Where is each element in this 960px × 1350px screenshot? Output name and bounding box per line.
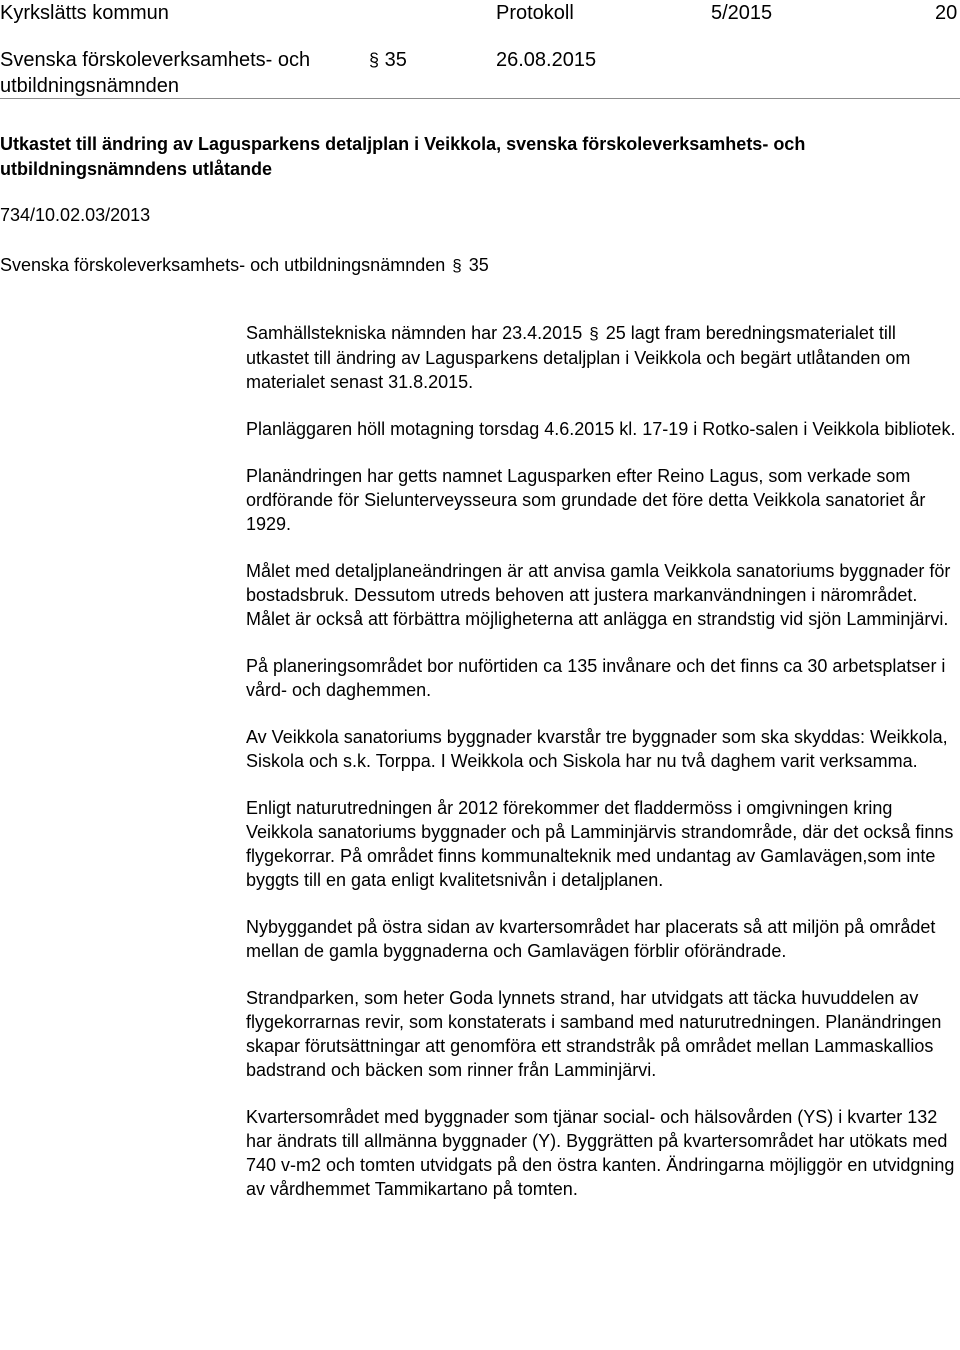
body-section-line <box>0 253 489 278</box>
document-type: Protokoll <box>496 2 574 24</box>
section-symbol: § <box>589 324 599 343</box>
meeting-date: 26.08.2015 <box>496 49 597 71</box>
paragraph: Strandparken, som heter Goda lynnets strand, har utvidgats att täcka huvuddelen av flygekorrarnas revir, som konstaterats i samband med naturutredningen. Planändringen skapar förutsättningar att genomföra ett strandstråk på området mellan Lammaskallios badstrand och bäcken som rinner från Lamminjärvi. <box>246 988 942 1080</box>
document-title: Utkastet till ändring av Lagusparkens detaljplan i Veikkola, svenska förskoleverksamhets- och utbildningsnämndens utlåtande <box>0 134 806 179</box>
page-number: 20 <box>935 2 958 24</box>
body-name-line2: utbildningsnämnden <box>0 75 180 97</box>
paragraph: Kvartersområdet med byggnader som tjänar social- och hälsovården (YS) i kvarter 132 har ändrats till allmänna byggnader (Y). Byggrätten på kvartersområdet har utökats med 740 v-m2 och tomten utvidgats på den östra kanten. Ändringarna möjliggör en utvidgning av vårdhemmet Tammikartano på tomten. <box>246 1107 955 1199</box>
section-symbol: § <box>369 50 380 70</box>
paragraph: På planeringsområdet bor nuförtiden ca 135 invånare och det finns ca 30 arbetsplatser i vård- och daghemmen. <box>246 656 946 700</box>
section-number: 35 <box>384 49 407 71</box>
paragraph: Nybyggandet på östra sidan av kvartersområdet har placerats så att miljön på området mellan de gamla byggnaderna och Gamlavägen förblir oförändrade. <box>246 917 936 961</box>
paragraph: Målet med detaljplaneändringen är att anvisa gamla Veikkola sanatoriums byggnader för bostadsbruk. Dessutom utreds behoven att justera markanvändningen i närområdet. Målet är också att förbättra möjligheterna att anlägga en strandstig vid sjön Lamminjärvi. <box>246 561 951 629</box>
section-reference <box>369 47 407 73</box>
paragraph: Planläggaren höll motagning torsdag 4.6.2015 kl. 17-19 i Rotko-salen i Veikkola bibliotek. <box>246 419 956 439</box>
paragraph: Enligt naturutredningen år 2012 förekommer det fladdermöss i omgivningen kring Veikkola sanatoriums byggnader och på Lamminjärvis strandområde, där det också finns flygekorrar. På området finns kommunalteknik med undantag av Gamlavägen,som inte byggts till en gata enligt kvalitetsnivån i detaljplanen. <box>246 798 954 890</box>
body-name: Svenska förskoleverksamhets- och utbildningsnämnden <box>0 255 446 275</box>
header-divider <box>0 98 960 99</box>
section-symbol: § <box>452 256 462 275</box>
paragraph: Av Veikkola sanatoriums byggnader kvarstår tre byggnader som ska skyddas: Weikkola, Siskola och s.k. Torppa. I Weikkola och Siskola har nu två daghem varit verksamma. <box>246 727 948 771</box>
body-name-line1: Svenska förskoleverksamhets- och <box>0 49 311 71</box>
protocol-number: 5/2015 <box>711 2 773 24</box>
municipality-name: Kyrkslätts kommun <box>0 2 169 24</box>
diary-number: 734/10.02.03/2013 <box>0 205 151 225</box>
protocol-body <box>246 321 958 1224</box>
paragraph: Planändringen har getts namnet Lagusparken efter Reino Lagus, som verkade som ordförande för Sielunterveysseura som grundade det före detta Veikkola sanatoriet år 1929. <box>246 466 926 534</box>
paragraph: Samhällstekniska nämnden har 23.4.2015 § 25 lagt fram beredningsmaterialet till utkastet till ändring av Lagusparkens detaljplan i Veikkola och begärt utlåtanden om materialet senast 31.8.2015. <box>246 323 911 392</box>
section-number: 35 <box>468 255 489 275</box>
